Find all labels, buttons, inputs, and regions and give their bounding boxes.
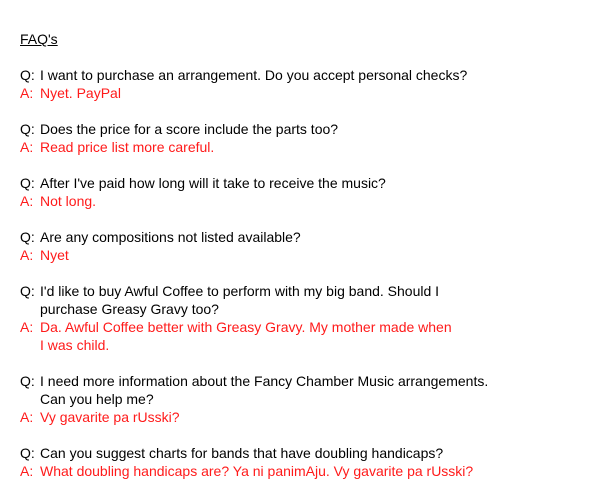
question-6 xyxy=(20,372,600,408)
faq-item-7 xyxy=(20,444,600,480)
question-4 xyxy=(20,228,600,246)
answer-prefix: A: xyxy=(20,85,34,101)
answer-6 xyxy=(20,408,600,426)
faq-item-4 xyxy=(20,228,600,264)
answer-7 xyxy=(20,462,600,480)
answer-text: Read price list more careful. xyxy=(40,139,215,155)
answer-prefix: A: xyxy=(20,319,34,335)
answer-text: Not long. xyxy=(40,193,97,209)
answer-4 xyxy=(20,246,600,264)
question-prefix: Q: xyxy=(20,229,35,245)
faq-item-5 xyxy=(20,282,600,354)
question-prefix: Q: xyxy=(20,121,35,137)
answer-5 xyxy=(20,318,600,354)
question-3 xyxy=(20,174,600,192)
question-prefix: Q: xyxy=(20,445,35,461)
answer-text: What doubling handicaps are? Ya ni panimAju. Vy gavarite pa rUsski? xyxy=(40,463,474,479)
faq-item-1 xyxy=(20,66,600,102)
question-text: I want to purchase an arrangement. Do you accept personal checks? xyxy=(40,67,468,83)
question-7 xyxy=(20,444,600,462)
question-text: Can you suggest charts for bands that have doubling handicaps? xyxy=(40,445,444,461)
answer-prefix: A: xyxy=(20,193,34,209)
answer-2 xyxy=(20,138,600,156)
question-prefix: Q: xyxy=(20,67,35,83)
answer-1 xyxy=(20,84,600,102)
faq-item-3 xyxy=(20,174,600,210)
answer-3 xyxy=(20,192,600,210)
answer-prefix: A: xyxy=(20,409,34,425)
question-prefix: Q: xyxy=(20,175,35,191)
answer-text: Nyet. PayPal xyxy=(40,85,121,101)
question-text: I need more information about the Fancy Chamber Music arrangements. Can you help me? xyxy=(40,373,489,407)
answer-text: Vy gavarite pa rUsski? xyxy=(40,409,180,425)
answer-prefix: A: xyxy=(20,139,34,155)
faq-item-2 xyxy=(20,120,600,156)
question-2 xyxy=(20,120,600,138)
question-text: Are any compositions not listed available? xyxy=(40,229,301,245)
question-prefix: Q: xyxy=(20,283,35,299)
question-prefix: Q: xyxy=(20,373,35,389)
answer-prefix: A: xyxy=(20,463,34,479)
question-1 xyxy=(20,66,600,84)
page-title: FAQ's xyxy=(20,31,58,47)
answer-text: Nyet xyxy=(40,247,69,263)
question-text: After I've paid how long will it take to receive the music? xyxy=(40,175,386,191)
answer-prefix: A: xyxy=(20,247,34,263)
faq-item-6 xyxy=(20,372,600,426)
question-text: Does the price for a score include the parts too? xyxy=(40,121,339,137)
answer-text: Da. Awful Coffee better with Greasy Gravy. My mother made when I was child. xyxy=(40,319,452,353)
question-5 xyxy=(20,282,600,318)
question-text: I'd like to buy Awful Coffee to perform with my big band. Should I purchase Greasy Gravy too? xyxy=(40,283,440,317)
